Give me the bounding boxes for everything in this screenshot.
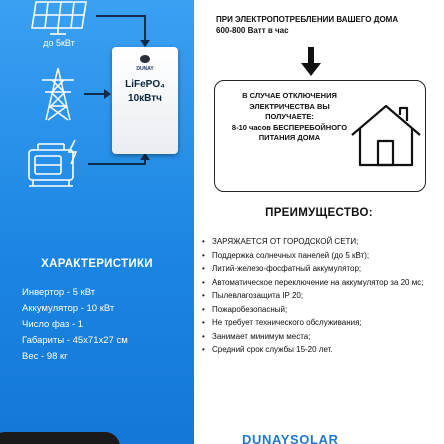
advantage-item: • Средний срок службы 15-20 лет.: [202, 344, 442, 356]
outage-line: 8-10 часов БЕСПЕРЕБОЙНОГО: [231, 122, 348, 132]
outage-line: ЭЛЕКТРИЧЕСТВА ВЫ: [249, 101, 330, 111]
down-arrow-icon: [300, 47, 322, 77]
advantage-item: • Пылевлагозащита IP 20;: [202, 290, 442, 302]
consumption-note-line2: 600-800 Ватт в час: [216, 26, 289, 35]
consumption-note: [216, 14, 398, 36]
advantages-title: ПРЕИМУЩЕСТВО:: [265, 207, 373, 219]
advantage-item: • Не требует технического обслуживания;: [202, 317, 442, 329]
spec-weight: Вес - 98 кг: [22, 351, 68, 362]
advantage-item: • Занимает минимум места;: [202, 331, 442, 343]
bottom-pill-decoration: [0, 432, 120, 444]
device-chemistry-label: LiFePO₄: [125, 79, 165, 90]
characteristics-title: ХАРАКТЕРИСТИКИ: [41, 258, 153, 270]
house-icon: [350, 103, 422, 167]
spec-battery: Аккумулятор - 10 кВт: [22, 303, 115, 314]
consumption-note-line1: ПРИ ЭЛЕКТРОПОТРЕБЛЕНИИ ВАШЕГО ДОМА: [216, 15, 399, 24]
spec-phases: Число фаз - 1: [22, 319, 84, 330]
left-panel: [0, 0, 194, 444]
device-logo: DUNAY: [136, 66, 154, 72]
device-display-knob: [140, 55, 150, 63]
advantages-list: [202, 236, 442, 358]
battery-inverter-device: [112, 47, 178, 154]
spec-dimensions: Габариты - 45х71х27 см: [22, 335, 128, 346]
specs-list: [22, 285, 128, 365]
outage-line: ПОЛУЧАЕТЕ:: [265, 112, 314, 121]
outage-line: В СЛУЧАЕ ОТКЛЮЧЕНИЯ: [242, 91, 337, 100]
advantage-item: • Литий-железо-фосфатный аккумулятор;: [202, 263, 442, 275]
spec-inverter: Инвертор - 5 кВт: [22, 287, 96, 298]
advantage-item: • Пожаробезопасный;: [202, 304, 442, 316]
outage-box: [214, 80, 426, 192]
advantage-item: • Автоматическое переключение на аккумулятор за 20 мс;: [202, 277, 442, 289]
advantage-item: • Поддержка солнечных панелей (до 5 кВт);: [202, 250, 442, 262]
device-capacity-label: 10кВтч: [128, 93, 162, 104]
advantage-item: • ЗАРЯЖАЕТСЯ ОТ ГОРОДСКОЙ СЕТИ;: [202, 236, 442, 248]
brand-logo: DUNAYSOLAR: [242, 432, 339, 444]
outage-text: [227, 91, 352, 144]
solar-power-label: до 5кВт: [43, 38, 75, 48]
right-panel: [194, 0, 444, 444]
outage-line: ПИТАНИЯ ДОМА: [258, 133, 321, 142]
